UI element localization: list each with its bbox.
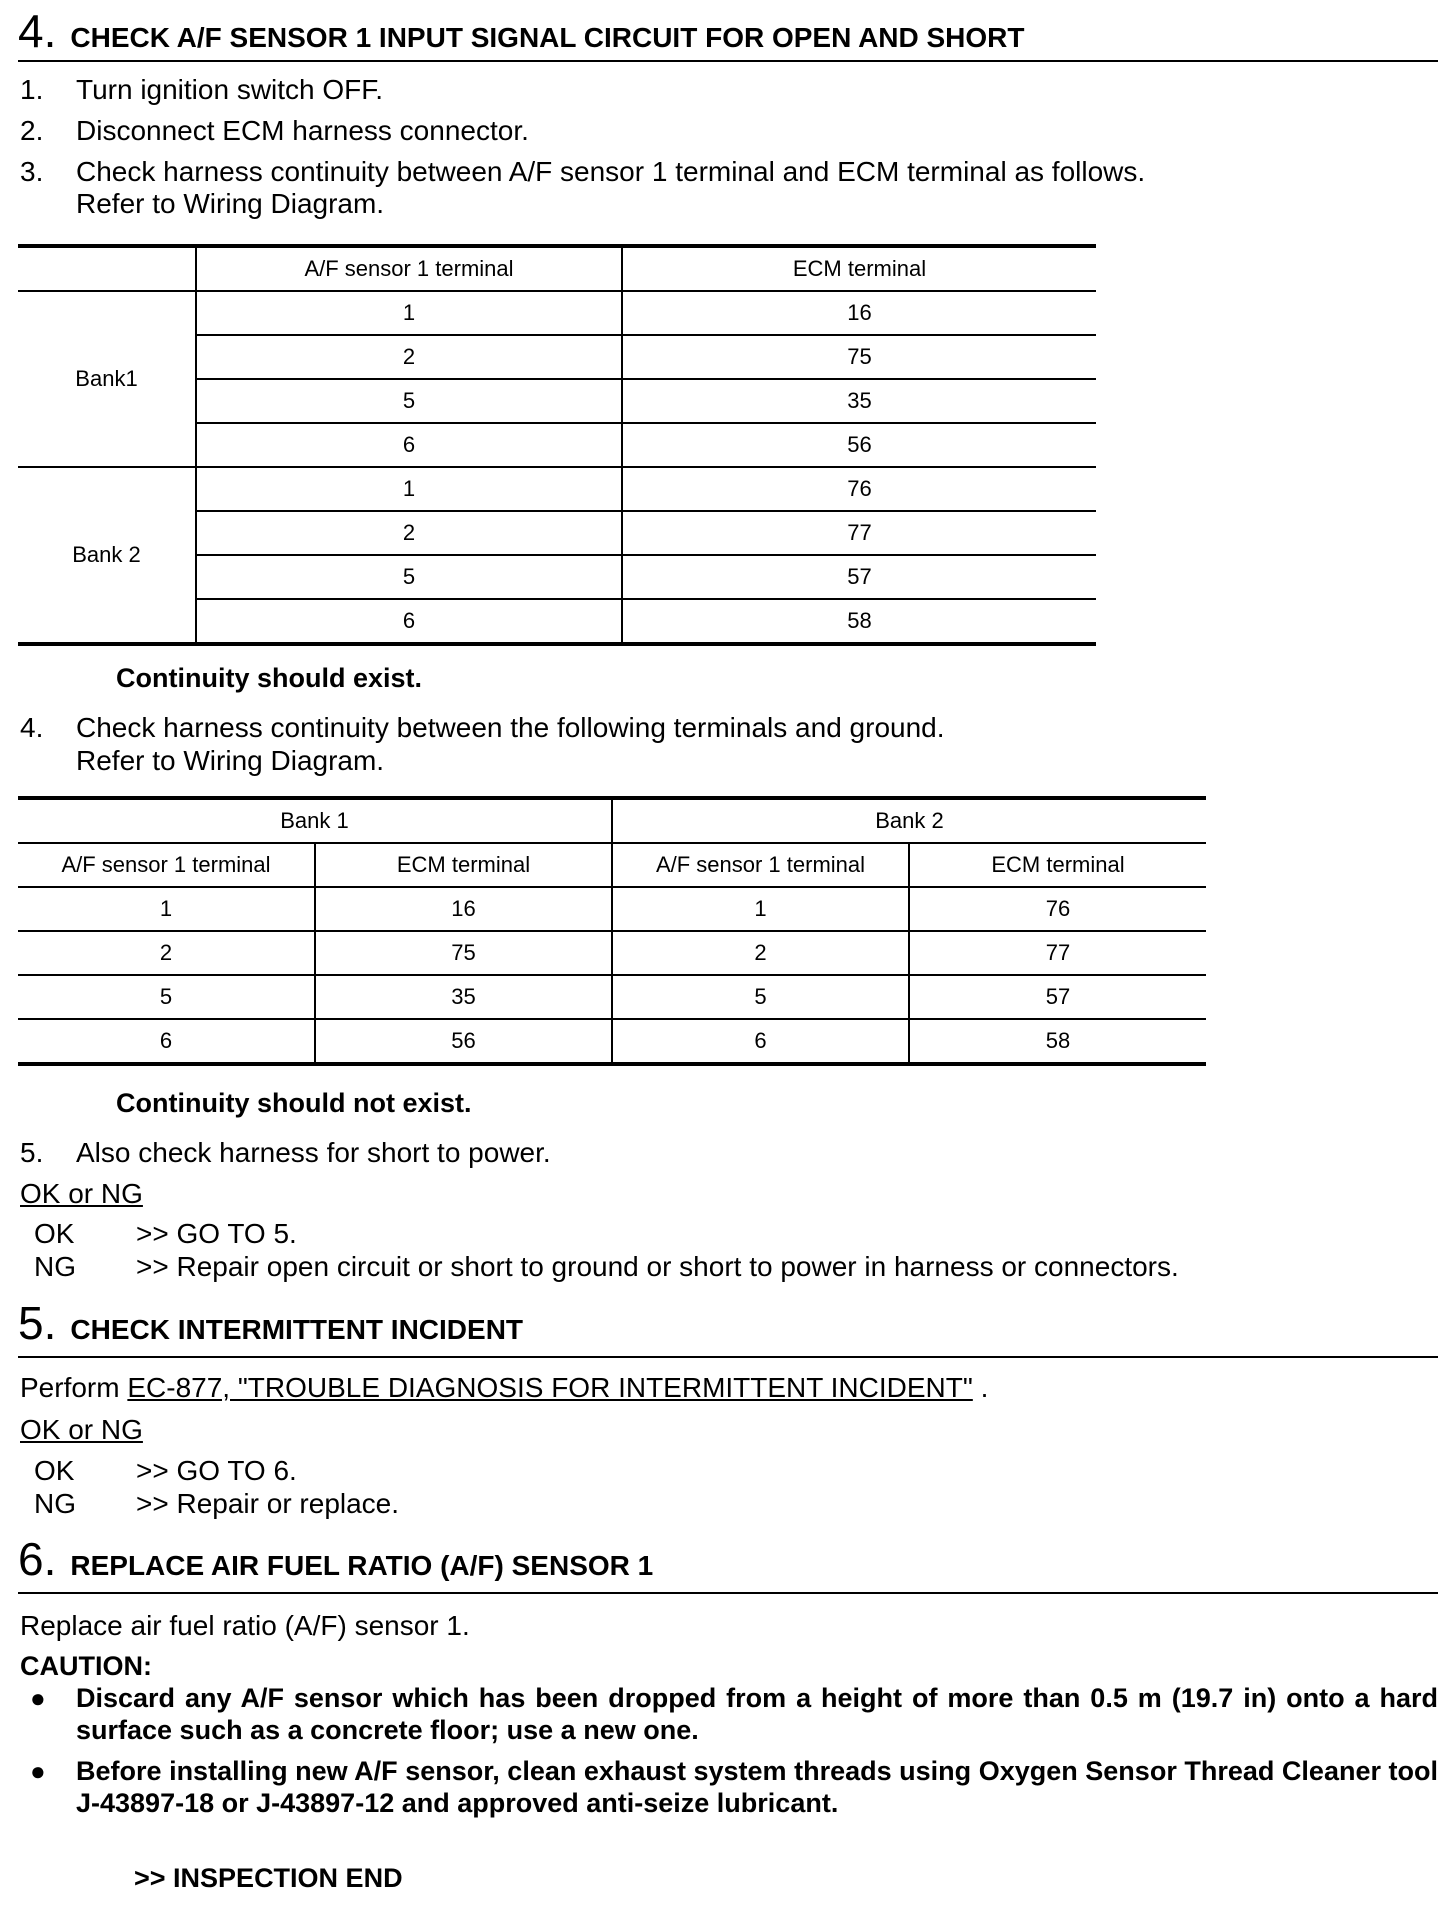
bullet-icon: ● bbox=[30, 1683, 46, 1713]
caution-label: CAUTION: bbox=[20, 1651, 152, 1681]
table-row: 5 35 5 57 bbox=[18, 975, 1206, 1019]
note-continuity-not-exist: Continuity should not exist. bbox=[116, 1088, 472, 1118]
table-row: 6 56 bbox=[18, 423, 1096, 467]
step-6-heading bbox=[18, 1533, 654, 1585]
list-item: 4. Check harness continuity between the following terminals and ground. bbox=[20, 712, 945, 743]
bullet-icon: ● bbox=[30, 1756, 46, 1786]
table-row: 2 77 bbox=[18, 511, 1096, 555]
step-number: 4. bbox=[18, 5, 57, 57]
table-row: Bank 2 1 76 bbox=[18, 467, 1096, 511]
list-item: 5. Also check harness for short to power. bbox=[20, 1137, 551, 1168]
caution-bullet: ● Before installing new A/F sensor, clean exhaust system threads using Oxygen Sensor Thread Cleaner tool J-43897-18 or J-43897-12 and approved anti-seize lubricant. bbox=[18, 1755, 1438, 1819]
step-title: CHECK INTERMITTENT INCIDENT bbox=[70, 1314, 524, 1345]
result-ng: NG >> Repair or replace. bbox=[34, 1488, 400, 1519]
reference-link[interactable]: EC-877, "TROUBLE DIAGNOSIS FOR INTERMITTENT INCIDENT" bbox=[127, 1372, 973, 1403]
step-5-heading bbox=[18, 1297, 524, 1349]
step-number: 6. bbox=[18, 1533, 57, 1585]
step-number: 5. bbox=[18, 1297, 57, 1349]
table-row: 6 58 bbox=[18, 599, 1096, 644]
caution-bullet: ● Discard any A/F sensor which has been dropped from a height of more than 0.5 m (19.7 in) onto a hard surface such as a concrete floor; use a new one. bbox=[18, 1682, 1438, 1746]
table-row: 5 57 bbox=[18, 555, 1096, 599]
continuity-table-2 bbox=[18, 796, 1206, 1066]
table-header-row: A/F sensor 1 terminal ECM terminal A/F sensor 1 terminal ECM terminal bbox=[18, 843, 1206, 887]
list-item-continuation: Refer to Wiring Diagram. bbox=[76, 745, 385, 776]
list-item-continuation: Refer to Wiring Diagram. bbox=[76, 188, 385, 219]
table-row: 5 35 bbox=[18, 379, 1096, 423]
result-label: OK or NG bbox=[20, 1178, 143, 1209]
list-item: 1. Turn ignition switch OFF. bbox=[20, 74, 384, 105]
perform-line: Perform EC-877, "TROUBLE DIAGNOSIS FOR INTERMITTENT INCIDENT" . bbox=[20, 1372, 989, 1403]
divider bbox=[18, 60, 1438, 62]
list-item: 3. Check harness continuity between A/F sensor 1 terminal and ECM terminal as follows. bbox=[20, 156, 1146, 187]
result-ng: NG >> Repair open circuit or short to ground or short to power in harness or connectors. bbox=[34, 1251, 1179, 1282]
step-title: CHECK A/F SENSOR 1 INPUT SIGNAL CIRCUIT FOR OPEN AND SHORT bbox=[70, 22, 1025, 53]
table-header-row: Bank 1 Bank 2 bbox=[18, 798, 1206, 843]
step-4-heading bbox=[18, 5, 1025, 57]
table-row: 2 75 2 77 bbox=[18, 931, 1206, 975]
divider bbox=[18, 1356, 1438, 1358]
table-row: 2 75 bbox=[18, 335, 1096, 379]
result-ok: OK >> GO TO 6. bbox=[34, 1455, 297, 1486]
table-row: Bank1 1 16 bbox=[18, 291, 1096, 335]
step-title: REPLACE AIR FUEL RATIO (A/F) SENSOR 1 bbox=[70, 1550, 654, 1581]
divider bbox=[18, 1592, 1438, 1594]
inspection-end: >> INSPECTION END bbox=[134, 1863, 403, 1893]
table-row: 6 56 6 58 bbox=[18, 1019, 1206, 1064]
replace-text: Replace air fuel ratio (A/F) sensor 1. bbox=[20, 1610, 470, 1641]
list-item: 2. Disconnect ECM harness connector. bbox=[20, 115, 529, 146]
continuity-table-1 bbox=[18, 244, 1096, 646]
table-row: 1 16 1 76 bbox=[18, 887, 1206, 931]
result-label: OK or NG bbox=[20, 1414, 143, 1445]
note-continuity-exist: Continuity should exist. bbox=[116, 663, 423, 693]
result-ok: OK >> GO TO 5. bbox=[34, 1218, 297, 1249]
table-header-row: A/F sensor 1 terminal ECM terminal bbox=[18, 246, 1096, 291]
